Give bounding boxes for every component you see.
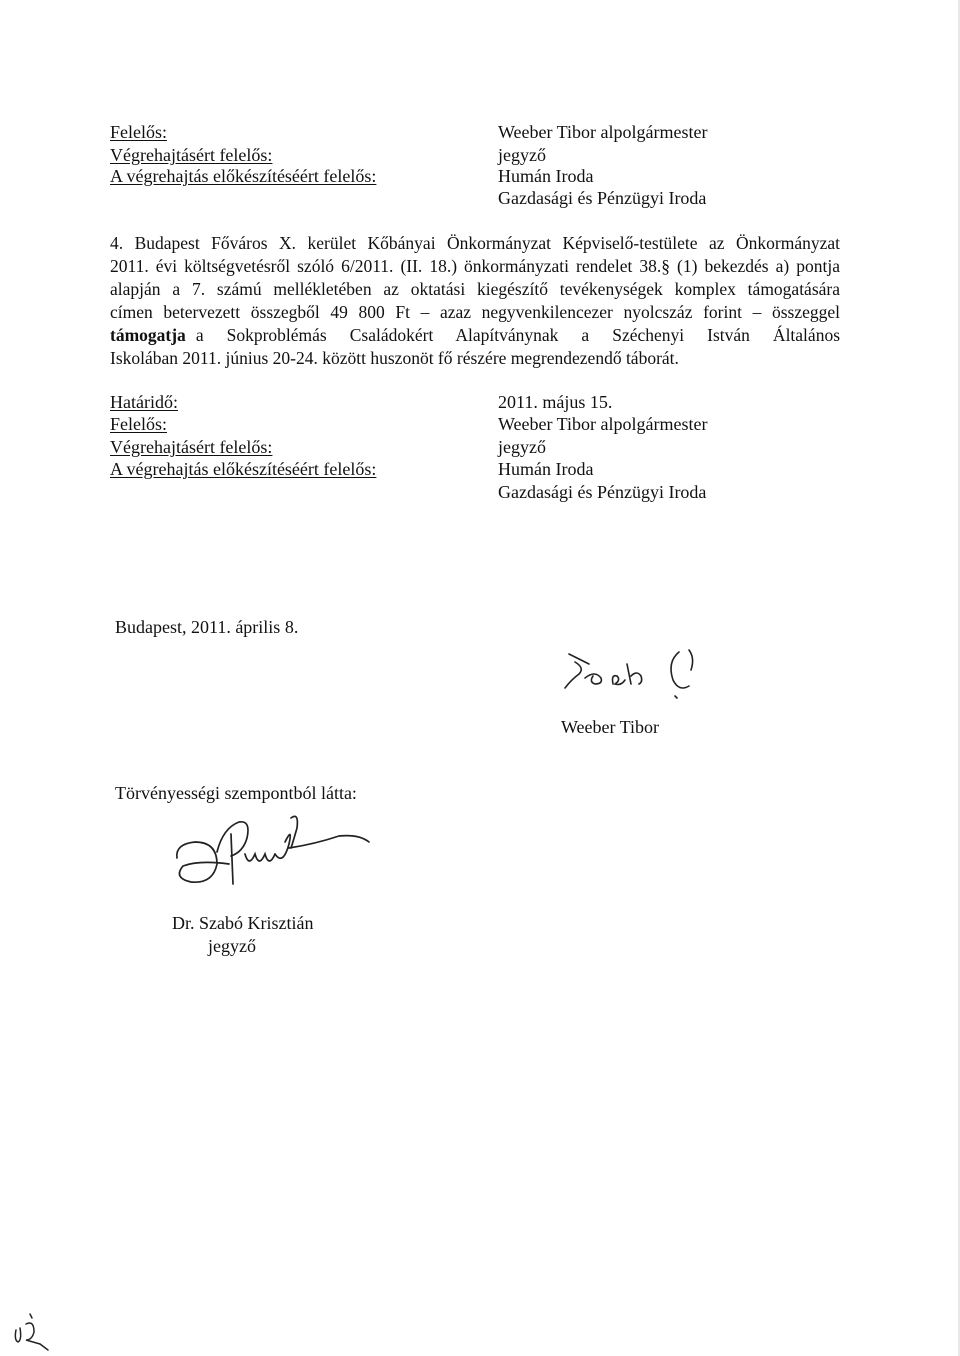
page-mark [10, 1310, 60, 1354]
paragraph-line: Iskolában 2011. június 20-24. között huszonöt fő részére megrendezendő táborát. [110, 348, 679, 368]
legality-name: Dr. Szabó Krisztián [172, 913, 314, 933]
value-responsible: Weeber Tibor alpolgármester [498, 414, 708, 434]
paragraph-line: 4. Budapest Főváros X. kerület Kőbányai Önkormányzat Képviselő-testülete az Önkormányzat [110, 233, 840, 253]
signer-1-name: Weeber Tibor [561, 717, 660, 737]
label-preparer: A végrehajtás előkészítéséért felelős: [110, 459, 377, 479]
value-executor: jegyző [498, 145, 546, 165]
label-responsible: Felelős: [110, 414, 167, 434]
value-preparer-1: Humán Iroda [498, 459, 594, 479]
paragraph-line: alapján a 7. számú mellékletében az oktatási kiegészítő tevékenységek komplex támogatására [110, 279, 840, 299]
label-deadline: Határidő: [110, 392, 178, 412]
value-responsible: Weeber Tibor alpolgármester [498, 122, 708, 142]
signature-szabo [165, 808, 385, 898]
legality-title: jegyző [208, 936, 256, 956]
paragraph-line: 2011. évi költségvetésről szóló 6/2011. (II. 18.) önkormányzati rendelet 38.§ (1) bekezdés a) pontja [110, 256, 840, 276]
place-date: Budapest, 2011. április 8. [115, 617, 299, 637]
value-executor: jegyző [498, 437, 546, 457]
support-verb: támogatja [110, 325, 186, 345]
signature-weeber [555, 640, 725, 710]
legality-heading: Törvényességi szempontból látta: [115, 783, 357, 803]
resolution-item-4 [110, 232, 840, 370]
paragraph-line-support [110, 324, 840, 347]
support-recipient: a Sokproblémás Családokért Alapítványnak a Széchenyi István Általános [195, 325, 840, 345]
label-preparer: A végrehajtás előkészítéséért felelős: [110, 166, 377, 186]
label-responsible: Felelős: [110, 122, 167, 142]
value-preparer-1: Humán Iroda [498, 166, 594, 186]
value-deadline: 2011. május 15. [498, 392, 613, 412]
value-preparer-2: Gazdasági és Pénzügyi Iroda [498, 482, 707, 502]
label-executor: Végrehajtásért felelős: [110, 145, 273, 165]
label-executor: Végrehajtásért felelős: [110, 437, 273, 457]
value-preparer-2: Gazdasági és Pénzügyi Iroda [498, 188, 707, 208]
paragraph-line: címen betervezett összegből 49 800 Ft – azaz negyvenkilencezer nyolcszáz forint – összeggel [110, 302, 840, 322]
